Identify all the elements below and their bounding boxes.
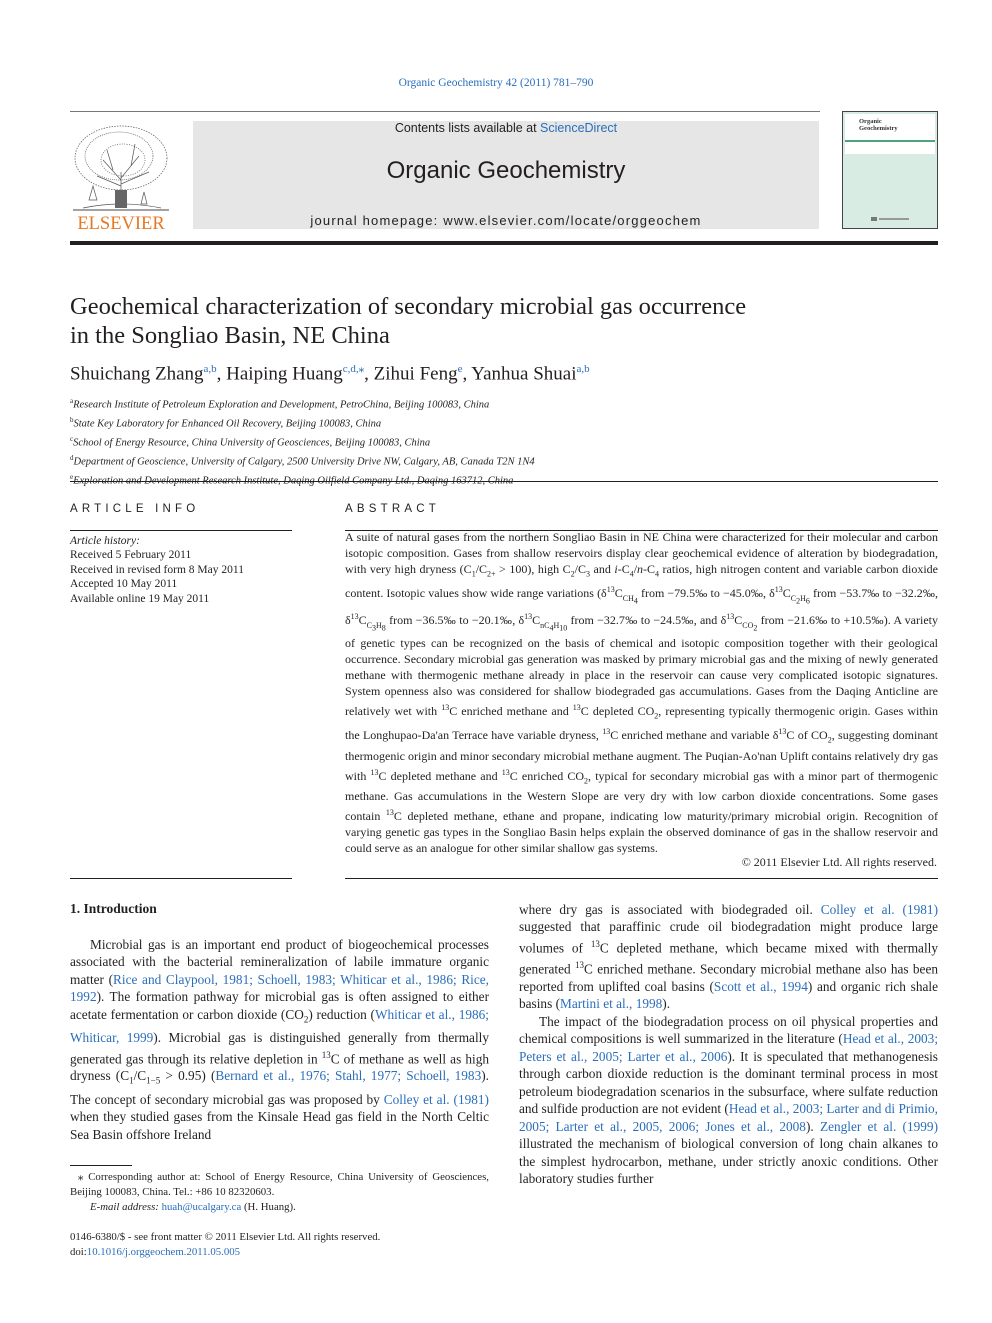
front-matter-info xyxy=(70,1230,489,1260)
doi-link[interactable]: 10.1016/j.orggeochem.2011.05.005 xyxy=(86,1246,241,1258)
article-info-heading: ARTICLE INFO xyxy=(70,503,200,515)
publisher-wordmark: ELSEVIER xyxy=(77,214,165,232)
citation-link[interactable]: Bernard et al., 1976; Stahl, 1977; Schoell, 1983 xyxy=(215,1068,482,1084)
article-info-rule xyxy=(70,530,292,531)
section-heading-introduction: 1. Introduction xyxy=(70,901,157,916)
corresponding-author-text: ⁎ Corresponding author at: School of Energy Resource, China University of Geosciences, Beijing 100083, China. Tel.: +86 10 82320603. xyxy=(70,1171,489,1198)
affiliation-marker: c xyxy=(70,435,74,444)
intro-right-column: where dry gas is associated with biodegraded oil. Colley et al. (1981) suggested that paraffinic crude oil biodegradation might produce large volumes of $^{13}$C depleted methane, which became mixed with thermally generated $^{13}$C enriched methane. Secondary microbial methane also has been reported from uplifted coal basins (Scott et al., 1994) and organic rich shale basins (Martini et al., 1998). The impact of the biodegradation process on oil physical properties and chemical compositions is well summarized in the literature (Head et al., 2003; Peters et al., 2005; Larter et al., 2006). It is speculated that methanogenesis through carbon dioxide reduction is the dominant terminal process in most petroleum biodegradation scenarios in the subsurface, where sulfate reduction and sulfide production are not evident (Head et al., 2003; Larter and di Primio, 2005; Larter et al., 2005, 2006; Jones et al., 2008). Zengler et al. (1999) illustrated the mechanism of biological conversion of long chain alkanes to the simplest hydrocarbon, methane, under strictly anoxic conditions. Other laboratory studies further xyxy=(519,902,939,1187)
elsevier-logo xyxy=(69,120,173,232)
doi-line xyxy=(70,1245,489,1260)
title-line-1: Geochemical characterization of secondary microbial gas occurrence xyxy=(70,293,747,320)
citation-link[interactable]: Whiticar et al., 1986; Whiticar, 1999 xyxy=(70,1006,489,1046)
author-separator: , xyxy=(462,363,472,385)
journal-cover-thumbnail[interactable] xyxy=(842,111,938,229)
author-name[interactable]: Shuichang Zhang xyxy=(70,363,204,385)
author-affil-ref[interactable]: e xyxy=(457,363,463,375)
article-info-bottom-rule xyxy=(70,878,292,879)
abstract-text: A suite of natural gases from the northern Songliao Basin in NE China were characterized for their molecular and carbon isotopic composition. Gases from shallow reservoirs display clear geochemical evidence of alteration by biodegradation, with very high dryness $(C_1/C_{2+} > 100)$, high $C_2/C_3$ and $i-C_4/n-C_4$ ratios, high nitrogen content and variable carbon dioxide content. Isotopic values show wide range variations ($\delta^{13}C_{CH_4}$ from −79.5‰ to −45.0‰, $\delta^{13}C_{C_2H_6}$ from −53.7‰ to −32.2‰, $\delta^{13}C_{C_3H_8}$ from −36.5‰ to −20.1‰, $\delta^{13}C_{nC_4H_{10}}$ from −32.7‰ to −24.5‰, and $\delta^{13}C_{CO_2}$ from −21.6‰ to +10.5‰). A variety of genetic types can be recognized on the basis of chemical and isotopic composition together with their geological occurrence. Secondary microbial gas generation was masked by primary microbial gas and the mixing of newly generated methane with thermogenic methane already in place in the reservoir can cause very complicated isotopic signatures. System openness also was considered for shallow biodegraded gas accumulations. Gases from the Daqing Anticline are relatively wet with $^{13}$C enriched methane and $^{13}$C depleted $CO_2$, representing typically thermogenic origin. Gases within the Longhupao-Da'an Terrace have variable dryness, $^{13}$C enriched methane and variable $\delta^{13}C$ of $CO_2$, suggesting dominant thermogenic origin and minor secondary microbial methane augment. The Puqian-Ao'nan Uplift contains relatively dry gas with $^{13}$C depleted methane and $^{13}$C enriched $CO_2$, typical for secondary microbial gas with a minor part of thermogenic methane. Gas accumulations in the Western Slope are very dry with low carbon dioxide concentrations. Some gases contain $^{13}$C depleted methane, ethane and propane, indicating low maturity/primary microbial origin. Recognition of varying genetic gas types in the Songliao Basin helps explain the observed dominance of gas in the shallow reservoir and could serve as an analogue for other similar shallow gas systems. xyxy=(345,530,939,856)
affiliation-item xyxy=(70,432,535,451)
citation-link[interactable]: Rice and Claypool, 1981; Schoell, 1983; Whiticar et al., 1986; Rice, 1992 xyxy=(70,971,490,1005)
author-affil-ref[interactable]: a,b xyxy=(576,363,590,375)
citation-link[interactable]: Scott et al., 1994 xyxy=(713,978,808,994)
affiliation-item xyxy=(70,394,535,413)
affiliation-text: Research Institute of Petroleum Exploration and Development, PetroChina, Beijing 100083, China xyxy=(73,399,490,411)
affiliation-item xyxy=(70,413,535,432)
history-item: Accepted 10 May 2011 xyxy=(70,578,178,591)
citation-link[interactable]: Colley et al. (1981) xyxy=(383,1091,489,1107)
copyright-line: © 2011 Elsevier Ltd. All rights reserved. xyxy=(741,855,937,869)
sciencedirect-link[interactable]: ScienceDirect xyxy=(540,121,618,135)
author-name[interactable]: Haiping Huang xyxy=(226,363,343,385)
citation-link[interactable]: Martini et al., 1998 xyxy=(560,996,663,1012)
citation-link[interactable]: Head et al., 2003; Peters et al., 2005; Larter et al., 2006 xyxy=(519,1031,939,1064)
affiliation-marker: a xyxy=(70,397,74,405)
author-affil-ref[interactable]: c,d,⁎ xyxy=(342,363,365,375)
affiliation-text: Exploration and Development Research Institute, Daqing Oilfield Company Ltd., Daqing 163712, China xyxy=(73,475,514,487)
elsevier-tree-icon xyxy=(69,120,173,232)
history-item: Received 5 February 2011 xyxy=(70,549,192,562)
affiliation-item xyxy=(70,470,535,489)
affiliation-marker: e xyxy=(70,473,74,482)
intro-left-column: Microbial gas is an important end product of biogeochemical processes associated with the bacterial remineralization of labile immature organic matter (Rice and Claypool, 1981; Schoell, 1983; Whiticar et al., 1986; Rice, 1992). The formation pathway for microbial gas is often assigned to either acetate fermentation or carbon dioxide $(CO_2)$ reduction (Whiticar et al., 1986; Whiticar, 1999). Microbial gas is distinguished generally from thermally generated gas through its relative depletion in $^{13}$C of methane as well as high dryness $(C_1/C_{1-5} > 0.95)$ (Bernard et al., 1976; Stahl, 1977; Schoell, 1983). The concept of secondary microbial gas was proposed by Colley et al. (1981) when they studied gases from the Kinsale Head gas field in the North Celtic Sea Basin offshore Ireland xyxy=(70,937,490,1142)
affiliations-rule xyxy=(70,481,938,482)
journal-citation[interactable]: Organic Geochemistry 42 (2011) 781–790 xyxy=(398,77,594,89)
abstract-heading: ABSTRACT xyxy=(345,503,440,515)
title-line-2: in the Songliao Basin, NE China xyxy=(70,322,390,349)
affiliation-marker: d xyxy=(70,454,74,463)
affiliation-text: State Key Laboratory for Enhanced Oil Recovery, Beijing 100083, China xyxy=(73,418,382,430)
citation-link[interactable]: Zengler et al. (1999) xyxy=(819,1118,939,1134)
affiliations xyxy=(70,394,535,489)
citation-link[interactable]: Colley et al. (1981) xyxy=(820,902,938,917)
citation-link[interactable]: Head et al., 2003; Larter and di Primio, 2005; Larter et al., 2005, 2006; Jones et al., 2008 xyxy=(519,1101,938,1134)
email-suffix: (H. Huang). xyxy=(241,1201,296,1213)
header-thick-rule xyxy=(70,241,938,245)
cover-band xyxy=(845,140,935,142)
author-list xyxy=(70,362,590,385)
contents-line xyxy=(193,121,819,135)
contents-prefix: Contents lists available at xyxy=(394,121,541,135)
author-affil-ref[interactable]: a,b xyxy=(203,363,217,375)
journal-title: Organic Geochemistry xyxy=(386,157,626,184)
corresponding-author-note xyxy=(70,1170,489,1215)
history-item: Received in revised form 8 May 2011 xyxy=(70,563,244,576)
affiliation-text: School of Energy Resource, China University of Geosciences, Beijing 100083, China xyxy=(73,437,431,449)
cover-publisher-icon xyxy=(871,216,911,222)
article-title xyxy=(70,292,930,350)
affiliation-item xyxy=(70,451,535,470)
cover-title: Organic Geochemistry xyxy=(859,118,898,132)
abstract-bottom-rule xyxy=(345,878,938,879)
history-label: Article history: xyxy=(70,535,140,547)
email-link[interactable]: huah@ucalgary.ca xyxy=(161,1201,242,1213)
author-separator: , xyxy=(216,363,227,385)
author-separator: , xyxy=(364,363,374,385)
header-rule xyxy=(70,111,820,112)
email-line xyxy=(70,1200,489,1215)
affiliation-text: Department of Geoscience, University of Calgary, 2500 University Drive NW, Calgary, AB, Canada T2N 1N4 xyxy=(73,456,535,468)
footnote-rule xyxy=(70,1165,132,1166)
email-label: E-mail address: xyxy=(90,1201,159,1213)
article-history xyxy=(70,534,244,606)
doi-label: doi: xyxy=(70,1246,87,1258)
journal-homepage[interactable]: journal homepage: www.elsevier.com/locate/orggeochem xyxy=(310,213,702,228)
author-name[interactable]: Yanhua Shuai xyxy=(471,363,577,385)
history-item: Available online 19 May 2011 xyxy=(70,592,210,605)
affiliation-marker: b xyxy=(70,416,74,425)
author-name[interactable]: Zihui Feng xyxy=(373,363,458,385)
issn-line: 0146-6380/$ - see front matter © 2011 Elsevier Ltd. All rights reserved. xyxy=(70,1231,381,1243)
